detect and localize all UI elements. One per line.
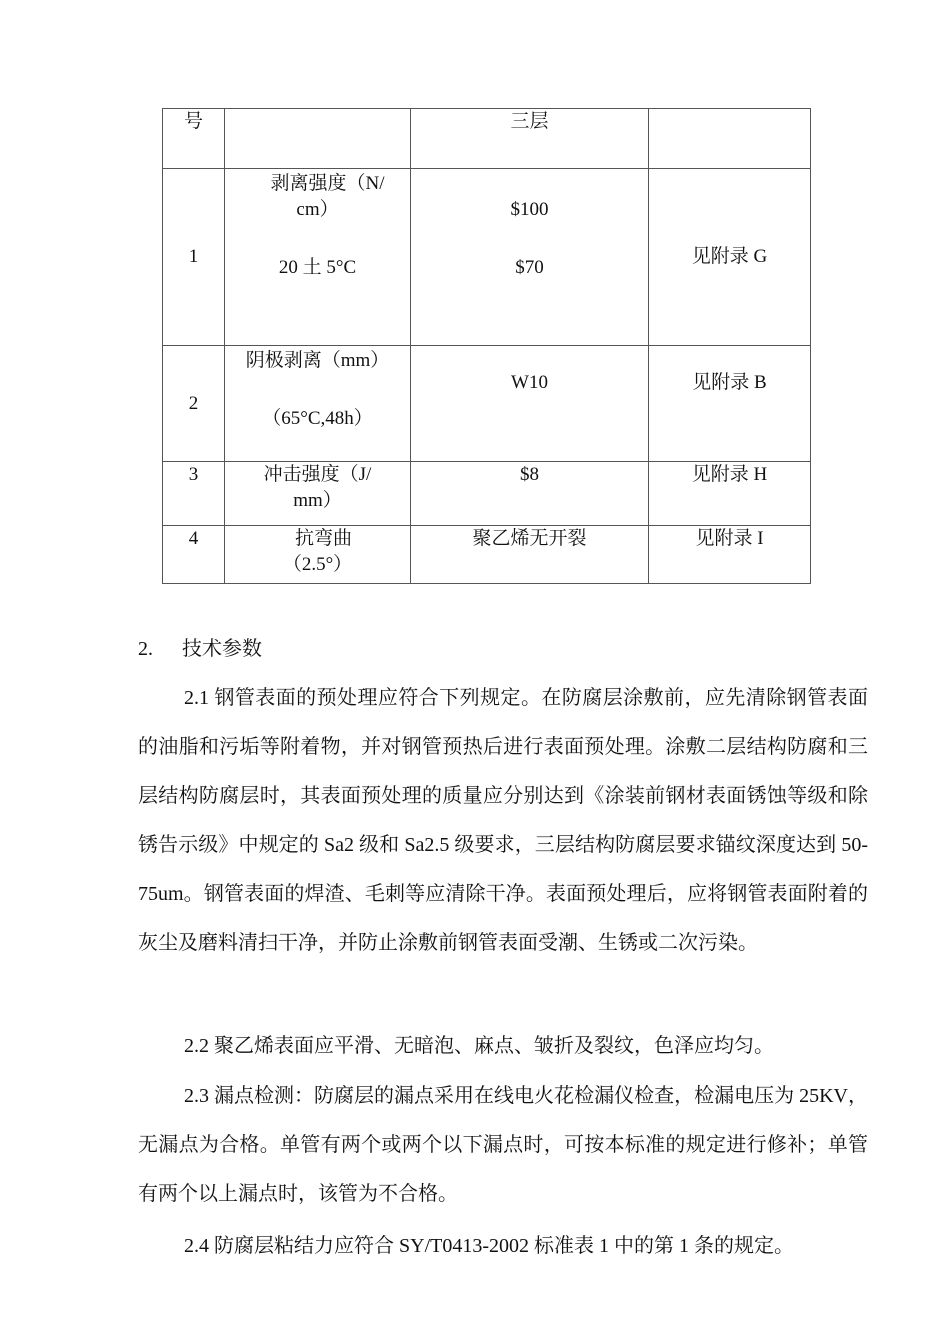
row-number: 号 bbox=[163, 109, 225, 169]
value-cell bbox=[411, 526, 649, 584]
item-line: cm） bbox=[296, 199, 339, 220]
table-row bbox=[163, 109, 811, 169]
paragraph-text: 2.2 聚乙烯表面应平滑、无暗泡、麻点、皱折及裂纹，色泽应均匀。 bbox=[184, 1035, 774, 1057]
item-cell bbox=[225, 526, 411, 584]
item-line: 抗弯曲 bbox=[294, 528, 352, 549]
section-number: 2. bbox=[138, 638, 153, 660]
table-row bbox=[163, 346, 811, 462]
paragraph bbox=[138, 674, 868, 968]
method-cell: 见附录 I bbox=[649, 526, 811, 584]
paragraph-text: 2.3 漏点检测：防腐层的漏点采用在线电火花检漏仪检查，检漏电压为 25KV，无漏点为合格。单管有两个或两个以下漏点时，可按本标准的规定进行修补；单管有两个以上漏点时，该管为不合格。 bbox=[138, 1085, 868, 1205]
spec-table bbox=[162, 108, 811, 584]
section-heading bbox=[138, 632, 262, 661]
item-line: mm） bbox=[293, 490, 342, 511]
value-cell bbox=[411, 462, 649, 526]
table-row bbox=[163, 526, 811, 584]
value-line: 聚乙烯无开裂 bbox=[472, 528, 587, 549]
method-cell bbox=[649, 109, 811, 169]
value-cell bbox=[411, 109, 649, 169]
row-number: 1 bbox=[163, 169, 225, 346]
item-line: 20 土 5°C bbox=[278, 257, 357, 278]
item-line: （2.5°） bbox=[282, 554, 353, 575]
item-line: 剥离强度（N/ bbox=[270, 173, 385, 194]
item-cell bbox=[225, 346, 411, 462]
paragraph bbox=[138, 1072, 868, 1219]
item-cell bbox=[225, 169, 411, 346]
method-cell bbox=[649, 346, 811, 462]
paragraph bbox=[138, 1222, 868, 1271]
value-line: W10 bbox=[511, 372, 548, 393]
item-line: 阴极剥离（mm） bbox=[245, 350, 390, 371]
row-number: 2 bbox=[163, 346, 225, 462]
paragraph bbox=[138, 1022, 868, 1071]
method-cell: 见附录 H bbox=[649, 462, 811, 526]
item-cell bbox=[225, 109, 411, 169]
row-number: 3 bbox=[163, 462, 225, 526]
table-row bbox=[163, 169, 811, 346]
method-line: 见附录 B bbox=[692, 372, 767, 393]
table-row bbox=[163, 462, 811, 526]
value-cell bbox=[411, 346, 649, 462]
item-line: （65°C,48h） bbox=[262, 408, 373, 429]
value-line: $100 bbox=[510, 199, 549, 220]
section-title: 技术参数 bbox=[182, 638, 262, 660]
paragraph-text: 2.4 防腐层粘结力应符合 SY/T0413-2002 标准表 1 中的第 1 条的规定。 bbox=[184, 1235, 794, 1257]
item-line: 冲击强度（J/ bbox=[263, 464, 372, 485]
value-line: 三层 bbox=[510, 111, 549, 132]
value-line: $70 bbox=[515, 257, 544, 278]
value-cell bbox=[411, 169, 649, 346]
method-cell: 见附录 G bbox=[649, 169, 811, 346]
item-cell bbox=[225, 462, 411, 526]
value-line: $8 bbox=[520, 464, 539, 485]
paragraph-text: 2.1 钢管表面的预处理应符合下列规定。在防腐层涂敷前，应先清除钢管表面的油脂和污垢等附着物，并对钢管预热后进行表面预处理。涂敷二层结构防腐和三层结构防腐层时，其表面预处理的质量应分别达到《涂装前钢材表面锈蚀等级和除锈告示级》中规定的 Sa2 级和 Sa2.5 级要求，三层结构防腐层要求锚纹深度达到 50-75um。钢管表面的焊渣、毛刺等应清除干净。表面预处理后，应将钢管表面附着的灰尘及磨料清扫干净，并防止涂敷前钢管表面受潮、生锈或二次污染。 bbox=[138, 687, 868, 954]
row-number: 4 bbox=[163, 526, 225, 584]
